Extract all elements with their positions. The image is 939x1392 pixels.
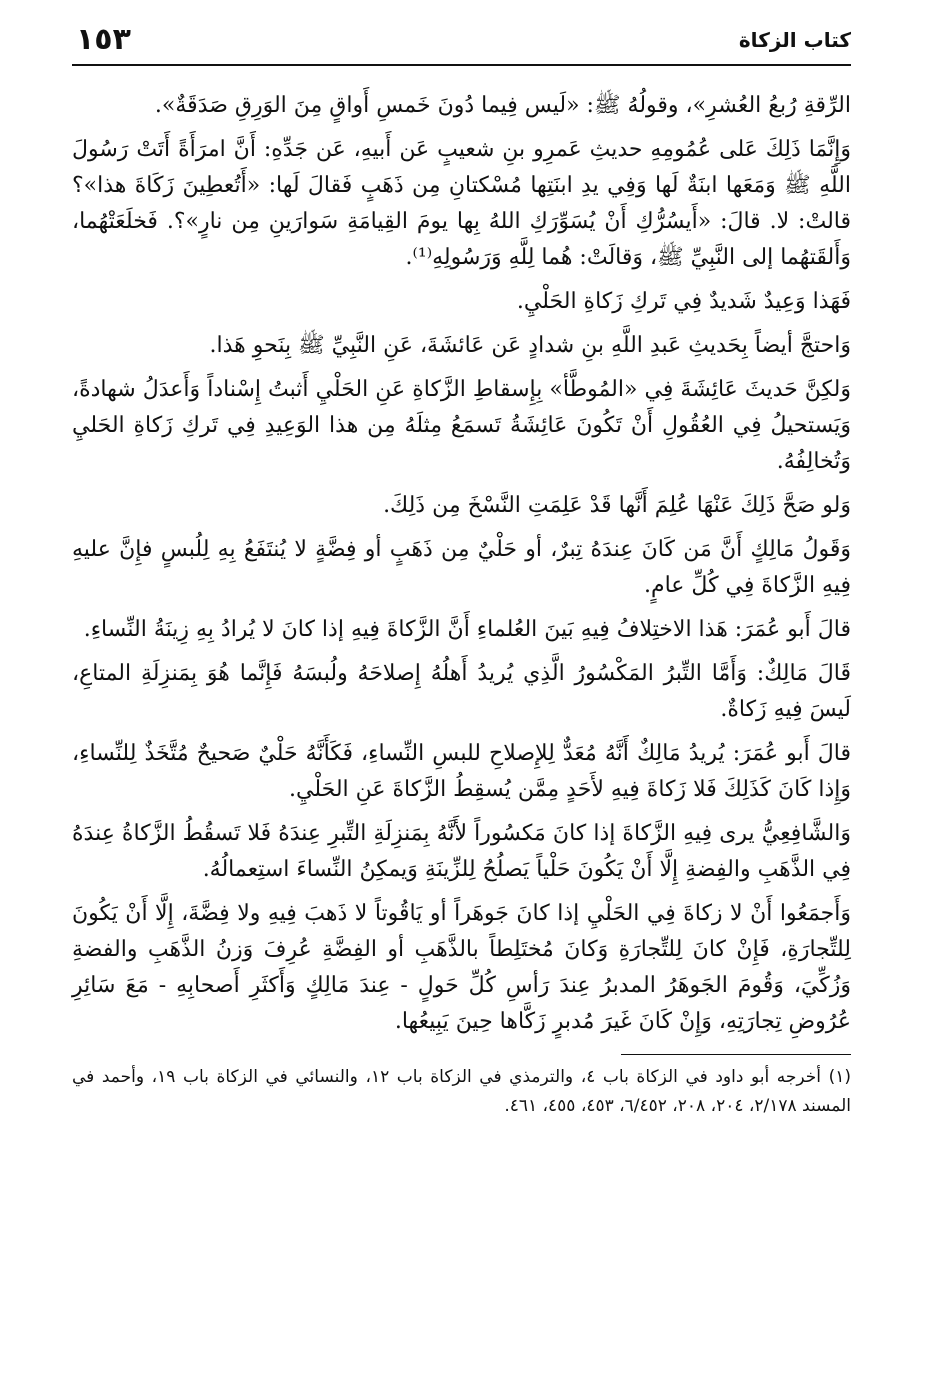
paragraph: وَاحتجَّ أيضاً بِحَديثِ عَبدِ اللَّهِ بنِ شدادٍ عَن عَائشَةَ، عَنِ النَّبِيِّ ﷺ بِنَحوِ هَذا. bbox=[209, 333, 851, 358]
book-page bbox=[72, 20, 851, 1372]
book-title: كتاب الزكاة bbox=[738, 28, 851, 52]
paragraph: فَهَذا وَعِيدٌ شَديدٌ فِي تَركِ زَكاةِ الحَلْيِ. bbox=[516, 289, 851, 314]
footnote: (١) أخرجه أبو داود في الزكاة باب ٤، والترمذي في الزكاة باب ١٢، والنسائي في الزكاة باب ١٩، وأحمد في المسند ٢/١٧٨، ٢٠٤، ٢٠٨، ٦/٤٥٢، ٤٥٣، ٤٥٥، ٤٦١. bbox=[72, 1067, 851, 1116]
footnotes bbox=[72, 1063, 851, 1121]
paragraph: الرِّقةِ رُبعُ العُشرِ»، وقولُهُ ﷺ: «لَيس فِيما دُونَ خَمسِ أَواقٍ مِنَ الوَرِقِ صَدَقَةٌ». bbox=[154, 93, 851, 118]
paragraph: وَلو صَحَّ ذَلِكَ عَنْهَا عُلِمَ أَنَّها قَدْ عَلِمَتِ النَّسْخَ مِن ذَلِكَ. bbox=[383, 493, 851, 518]
page-header bbox=[72, 20, 851, 66]
main-text bbox=[72, 88, 851, 1040]
paragraph: وَالشَّافِعِيُّ يرى فِيهِ الزَّكاةَ إذا كانَ مَكسُوراً لأَنَّهُ بِمَنزِلَةِ التِّبرِ عِندَهُ فَلا تَسقُطُ الزَّكاةُ عِندَهُ فِي الذَّهَبِ والفِضةِ إِلَّا أَنْ يَكُونَ حَلْياً يَصلُحُ لِلزِّينَةِ وَيمكِنُ النِّساءَ استِعمالُهُ. bbox=[72, 821, 851, 882]
paragraph: قالَ أَبو عُمَرَ: هَذا الاختِلافُ فِيهِ بَينَ العُلماءِ أَنَّ الزَّكاةَ فِيهِ إذا كانَ لا يُرادُ بِهِ زِينَةُ النِّساءِ. bbox=[83, 617, 851, 642]
page-number: ١٥٣ bbox=[72, 22, 137, 57]
footnote-divider bbox=[621, 1054, 851, 1055]
paragraph: قالَ أَبو عُمَرَ: يُريدُ مَالِكٌ أَنَّهُ مُعَدٌّ لِلإِصلاحِ للبسِ النِّساءِ، فَكَأَنَّهُ حَلْيٌ صَحيحٌ مُتَّخَذٌ لِلنِّساءِ، وَإِذا كَانَ كَذَلِكَ فَلا زَكاةَ فِيهِ لأَحَدٍ مِمَّن يُسقِطُ الزَّكاةَ عَنِ الحَلْيِ. bbox=[72, 741, 851, 802]
paragraph: وَأَجمَعُوا أَنْ لا زكاةَ فِي الحَلْيِ إذا كانَ جَوهَراً أو يَاقُوتاً لا ذَهبَ فِيهِ ولا فِضَّةَ، إِلَّا أَنْ يَكُونَ لِلتِّجارَةِ، فَإِنْ كانَ لِلتِّجارَةِ وَكانَ مُختَلِطاً بالذَّهَبِ أو الفِضَّةِ عُرِفَ وَزنُ الذَّهَبِ والفضةِ وَزُكِّيَ، وَقُومَ الجَوهَرُ المدبرُ عِندَ رَأسِ كُلِّ حَولٍ - عِندَ مَالِكٍ وَأَكثَرِ أَصحابِهِ - مَعَ سَائِرِ عُرُوضِ تِجارَتِهِ، وَإِنْ كَانَ غَيرَ مُدبرٍ زَكَّاها حِينَ يَبِيعُها. bbox=[72, 901, 851, 1034]
paragraph: قَالَ مَالِكٌ: وَأَمَّا التِّبرُ المَكْسُورُ الَّذِي يُريدُ أَهلُهُ إِصلاحَهُ ولُبسَهُ فَإِنَّما هُوَ بِمَنزِلَةِ المتاعِ، لَيسَ فِيهِ زَكاةٌ. bbox=[72, 661, 851, 722]
paragraph: وَلكِنَّ حَديثَ عَائِشَةَ فِي «المُوطَّأ» بِإِسقاطِ الزَّكاةِ عَنِ الحَلْيِ أَثبتُ إِسْناداً وَأَعدَلُ شهادةً، وَيَستحيلُ فِي العُقُولِ أَنْ تَكُونَ عَائِشَةُ تَسمَعُ مِثلَهُ مِن هذا الوَعِيدِ فِي تَركِ زَكاةِ الحَليِ وَتُخالِفُهُ. bbox=[72, 377, 851, 474]
paragraph: وَإِنَّمَا ذَلِكَ عَلى عُمُومِهِ حديثِ عَمرِو بنِ شعيبٍ عَن أَبيهِ، عَن جَدِّهِ: أَنَّ امرَأَةً أَتَتْ رَسُولَ اللَّهِ ﷺ وَمَعَها ابنَةٌ لَها وَفِي يدِ ابنَتِها مُسْكتانِ مِن ذَهَبٍ فَقالَ لَها: «أَتُعطِينَ زَكَاةَ هذا»؟ قالتْ: لا. قالَ: «أَيسُرُّكِ أَنْ يُسَوِّرَكِ اللهُ بِها يومَ القِيامَةِ سَوارَينِ مِن نارٍ»؟. فَخلَعَتْهُما، وَأَلقَتهُما إلى النَّبِيِّ ﷺ، وَقالَتْ: هُما لِلَّهِ وَرَسُولِهِ⁽¹⁾. bbox=[72, 137, 852, 270]
paragraph: وَقَولُ مَالِكٍ أَنَّ مَن كَانَ عِندَهُ تِبرٌ، أو حَلْيٌ مِن ذَهَبٍ أو فِضَّةٍ لا يُنتَفَعُ بِهِ لِلُبسٍ فإِنَّ عليهِ فِيهِ الزَّكاةَ فِي كُلِّ عامٍ. bbox=[72, 537, 851, 598]
